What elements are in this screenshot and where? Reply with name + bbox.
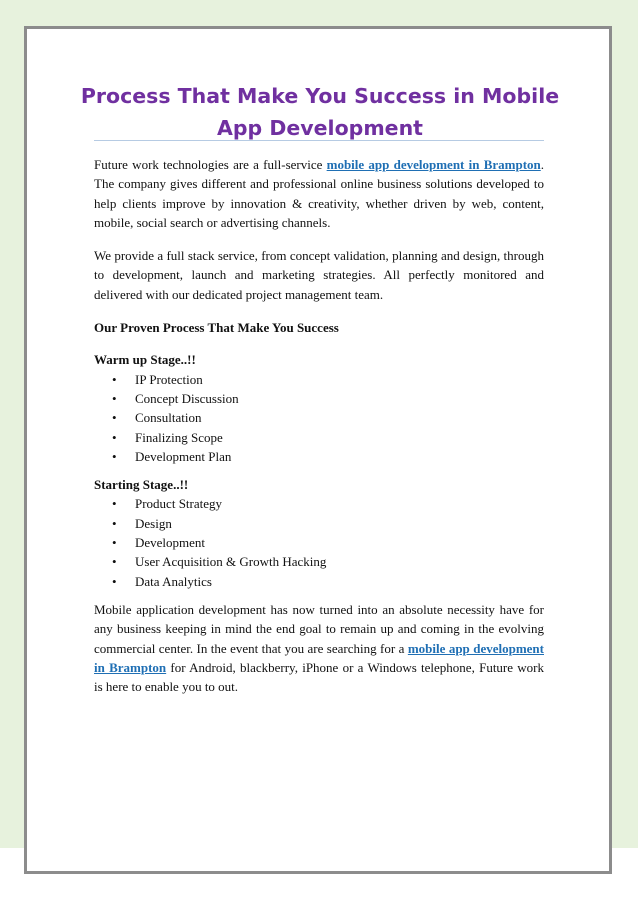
list-item-text: User Acquisition & Growth Hacking <box>135 554 327 570</box>
process-heading: Our Proven Process That Make You Success <box>94 320 339 336</box>
closing-text-end: for Android, blackberry, iPhone or a Windows telephone, Future work is here to enable you to out. <box>94 659 545 695</box>
bullet-icon: • <box>112 390 117 406</box>
list-item-text: Data Analytics <box>135 573 212 589</box>
list-item-text: Consultation <box>135 410 202 426</box>
list-item <box>94 552 544 571</box>
closing-paragraph <box>94 600 544 696</box>
bullet-icon: • <box>112 573 117 589</box>
intro-text-end: . The company gives different and professional online business solutions developed to help clients improve by innovation & creativity, whether driven by web, content, mobile, social search or advertising channels. <box>94 157 545 230</box>
bullet-icon: • <box>112 410 117 426</box>
list-item <box>94 533 544 552</box>
warm-up-heading: Warm up Stage..!! <box>94 352 196 368</box>
bullet-icon: • <box>112 429 117 445</box>
list-item <box>94 370 544 389</box>
brampton-link-2[interactable]: mobile app development in Brampton <box>94 640 544 675</box>
starting-list <box>94 494 544 590</box>
service-paragraph: We provide a full stack service, from concept validation, planning and design, through to development, launch and marketing strategies. All perfectly monitored and delivered with our dedicated project management team. <box>94 248 544 302</box>
list-item <box>94 408 544 427</box>
brampton-link-1[interactable]: mobile app development in Brampton <box>326 157 541 172</box>
list-item-text: Design <box>135 515 172 531</box>
bullet-icon: • <box>112 496 117 512</box>
list-item-text: Product Strategy <box>135 496 223 512</box>
closing-text-start: Mobile application development has now turned into an absolute necessity have for any business keeping in mind the end goal to remain up and coming in the evolving commercial center. In the event that you are searching for a <box>94 601 544 656</box>
list-item-text: Development Plan <box>135 448 232 464</box>
list-item-text: Finalizing Scope <box>135 429 223 445</box>
intro-paragraph <box>94 155 544 232</box>
bullet-icon: • <box>112 371 117 387</box>
warm-up-list <box>94 370 544 466</box>
list-item <box>94 514 544 533</box>
document-body <box>94 155 544 710</box>
list-item <box>94 494 544 513</box>
bullet-icon: • <box>112 515 117 531</box>
bullet-icon: • <box>112 448 117 464</box>
intro-text-start: Future work technologies are a full-service <box>94 157 327 172</box>
starting-heading: Starting Stage..!! <box>94 477 189 493</box>
list-item-text: Concept Discussion <box>135 390 239 406</box>
bullet-icon: • <box>112 535 117 551</box>
list-item <box>94 428 544 447</box>
document-title: Process That Make You Success in Mobile App Development <box>80 84 560 140</box>
list-item <box>94 389 544 408</box>
list-item <box>94 572 544 591</box>
list-item-text: Development <box>135 535 206 551</box>
list-item <box>94 447 544 466</box>
title-divider <box>94 140 544 141</box>
bullet-icon: • <box>112 554 117 570</box>
list-item-text: IP Protection <box>135 371 203 387</box>
